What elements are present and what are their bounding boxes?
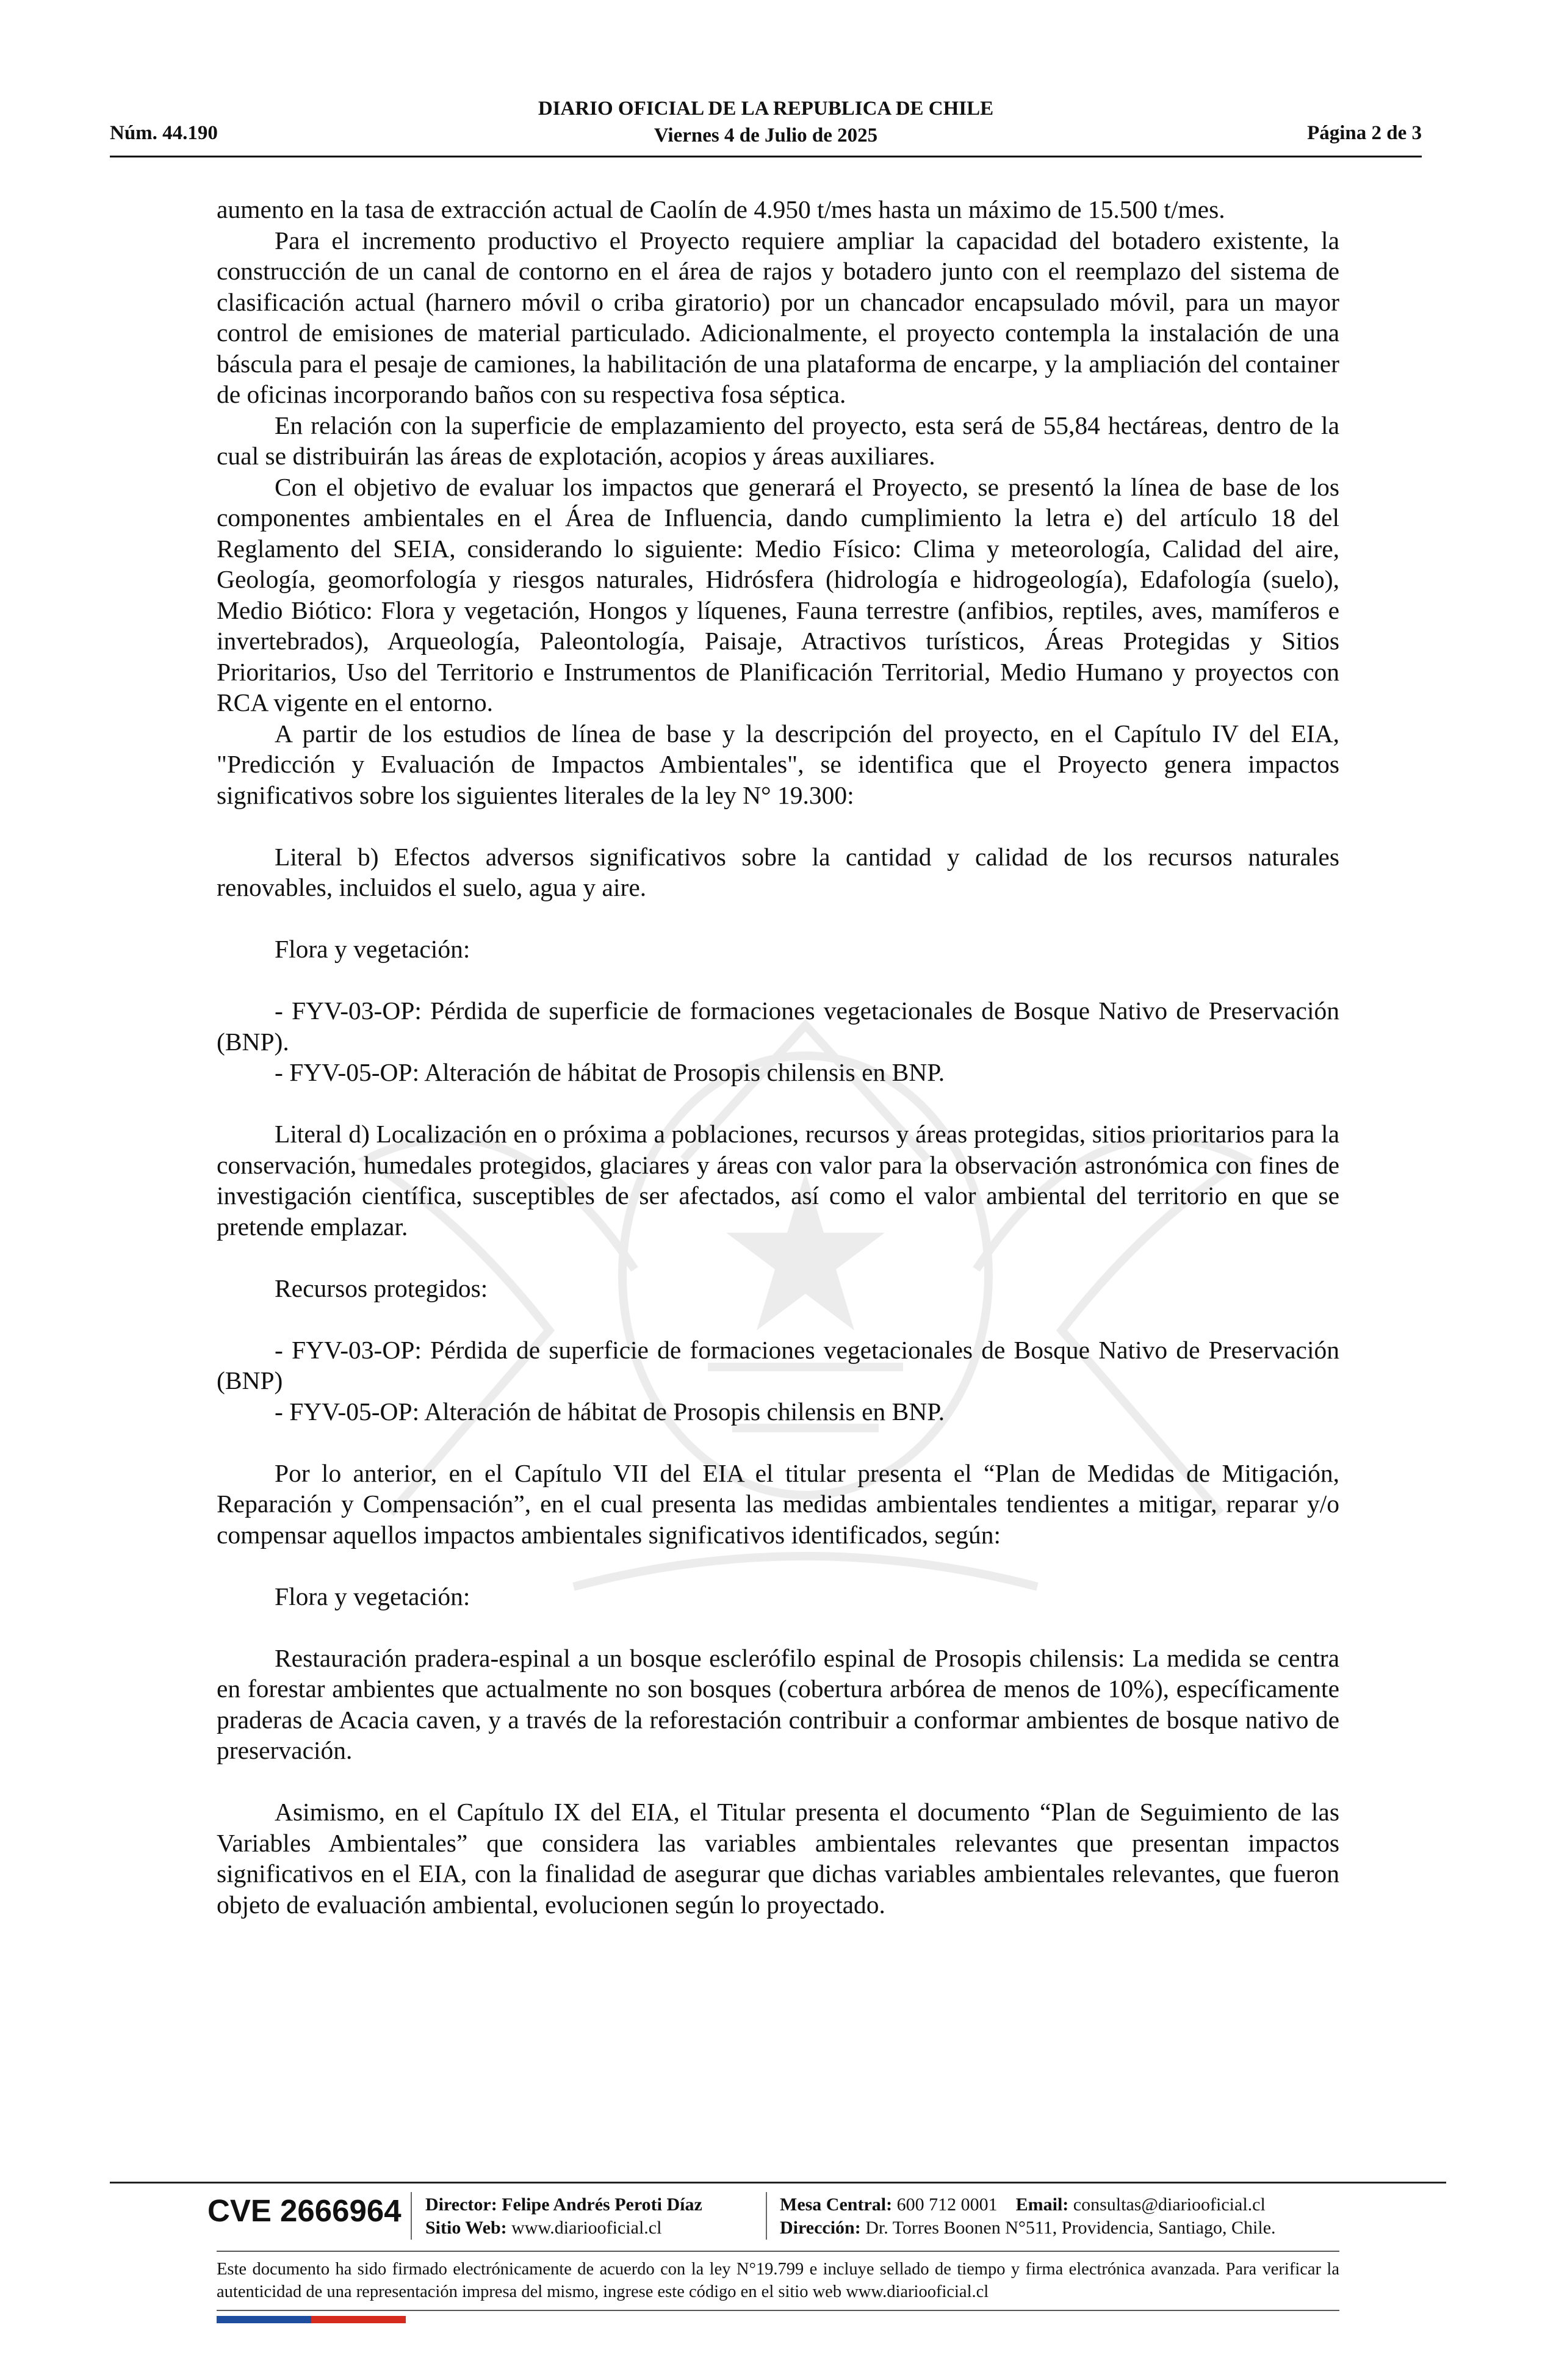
flag-stripe bbox=[217, 2316, 406, 2323]
director-block bbox=[425, 2193, 702, 2240]
footer-separator bbox=[411, 2192, 412, 2240]
newspaper-title: DIARIO OFICIAL DE LA REPUBLICA DE CHILE bbox=[538, 98, 994, 120]
list-item: - FYV-05-OP: Alteración de hábitat de Prosopis chilensis en BNP. bbox=[275, 1397, 945, 1426]
phone-label: Mesa Central: bbox=[780, 2194, 893, 2215]
paragraph: Literal d) Localización en o próxima a poblaciones, recursos y áreas protegidas, sitios prioritarios para la conservación, humedales protegidos, glaciares y áreas con valor para la observación astronómica con fines de investigación científica, susceptibles de ser afectados, así como el valor ambiental del territorio en que se pretende emplazar. bbox=[217, 1120, 1339, 1241]
paragraph: Asimismo, en el Capítulo IX del EIA, el Titular presenta el documento “Plan de Seguimiento de las Variables Ambientales” que considera las variables ambientales relevantes que presentan impactos significativos en el EIA, con la finalidad de asegurar que dichas variables ambientales relevantes, que fueron objeto de evaluación ambiental, evolucionen según lo proyectado. bbox=[217, 1798, 1339, 1919]
list-item: - FYV-03-OP: Pérdida de superficie de formaciones vegetacionales de Bosque Nativo de Preservación (BNP) bbox=[217, 1335, 1339, 1394]
director-label: Director: bbox=[425, 2194, 497, 2215]
header-center bbox=[110, 95, 1422, 149]
website-label: Sitio Web: bbox=[425, 2218, 507, 2238]
email-label: Email: bbox=[1015, 2194, 1069, 2215]
contact-block bbox=[780, 2193, 1276, 2240]
paragraph: Con el objetivo de evaluar los impactos que generará el Proyecto, se presentó la línea de base de los componentes ambientales en el Área de Influencia, dando cumplimiento la letra e) del artículo 18 del Reglamento del SEIA, considerando lo siguiente: Medio Físico: Clima y meteorología, Calidad del aire, Geología, geomorfología y riesgos naturales, Hidrósfera (hidrología e hidrogeología), Edafología (suelo), Medio Biótico: Flora y vegetación, Hongos y líquenes, Fauna terrestre (anfibios, reptiles, aves, mamíferos e invertebrados), Arqueología, Paleontología, Paisaje, Atractivos turísticos, Áreas Protegidas y Sitios Prioritarios, Uso del Territorio e Instrumentos de Planificación Territorial, Medio Humano y proyectos con RCA vigente en el entorno. bbox=[217, 472, 1339, 716]
address-text: Dr. Torres Boonen N°511, Providencia, Santiago, Chile. bbox=[865, 2218, 1276, 2238]
section-label: Flora y vegetación: bbox=[275, 935, 470, 963]
flag-red-band bbox=[311, 2316, 406, 2323]
paragraph: En relación con la superficie de emplazamiento del proyecto, esta será de 55,84 hectáreas, dentro de la cual se distribuirán las áreas de explotación, acopios y áreas auxiliares. bbox=[217, 411, 1339, 470]
issue-number: Núm. 44.190 bbox=[110, 122, 218, 144]
header-divider bbox=[110, 156, 1422, 157]
email-link[interactable]: consultas@diariooficial.cl bbox=[1073, 2194, 1266, 2215]
paragraph: Literal b) Efectos adversos significativos sobre la cantidad y calidad de los recursos naturales renovables, incluidos el suelo, agua y aire. bbox=[217, 842, 1339, 901]
flag-blue-band bbox=[217, 2316, 311, 2323]
legal-notice: Este documento ha sido firmado electrónicamente de acuerdo con la ley N°19.799 e incluye sellado de tiempo y firma electrónica avanzada. Para verificar la autenticidad de una representación impresa del mismo, ingrese este código en el sitio web www.diariooficial.cl bbox=[217, 2260, 1339, 2301]
footer-separator bbox=[766, 2192, 767, 2240]
issue-date: Viernes 4 de Julio de 2025 bbox=[654, 124, 878, 146]
website-link[interactable]: www.diariooficial.cl bbox=[511, 2218, 662, 2238]
footer-divider-bottom bbox=[217, 2310, 1339, 2311]
footer-divider-top bbox=[110, 2182, 1446, 2183]
list-item: - FYV-05-OP: Alteración de hábitat de Prosopis chilensis en BNP. bbox=[275, 1058, 945, 1086]
cve-code: CVE 2666964 bbox=[207, 2193, 402, 2228]
section-label: Recursos protegidos: bbox=[275, 1274, 488, 1302]
list-item: - FYV-03-OP: Pérdida de superficie de formaciones vegetacionales de Bosque Nativo de Preservación (BNP). bbox=[217, 997, 1339, 1056]
page-indicator: Página 2 de 3 bbox=[1307, 122, 1422, 144]
article-body bbox=[217, 194, 1339, 1920]
footer-divider-mid bbox=[217, 2251, 1339, 2252]
phone-number: 600 712 0001 bbox=[896, 2194, 998, 2215]
address-label: Dirección: bbox=[780, 2218, 861, 2238]
paragraph: Restauración pradera-espinal a un bosque esclerófilo espinal de Prosopis chilensis: La medida se centra en forestar ambientes que actualmente no son bosques (cobertura arbórea de menos de 10%), específicamente praderas de Acacia caven, y a través de la reforestación contribuir a conformar ambientes de bosque nativo de preservación. bbox=[217, 1643, 1339, 1764]
section-label: Flora y vegetación: bbox=[275, 1582, 470, 1610]
paragraph: aumento en la tasa de extracción actual de Caolín de 4.950 t/mes hasta un máximo de 15.500 t/mes. bbox=[217, 195, 1225, 223]
paragraph: Para el incremento productivo el Proyecto requiere ampliar la capacidad del botadero existente, la construcción de un canal de contorno en el área de rajos y botadero junto con el reemplazo del sistema de clasificación actual (harnero móvil o criba giratorio) por un chancador encapsulado móvil, para un mayor control de emisiones de material particulado. Adicionalmente, el proyecto contempla la instalación de una báscula para el pesaje de camiones, la habilitación de una plataforma de encarpe, y la ampliación del container de oficinas incorporando baños con su respectiva fosa séptica. bbox=[217, 226, 1339, 408]
paragraph: A partir de los estudios de línea de base y la descripción del proyecto, en el Capítulo IV del EIA, "Predicción y Evaluación de Impactos Ambientales", se identifica que el Proyecto genera impactos significativos sobre los siguientes literales de la ley N° 19.300: bbox=[217, 719, 1339, 809]
paragraph: Por lo anterior, en el Capítulo VII del EIA el titular presenta el “Plan de Medidas de Mitigación, Reparación y Compensación”, en el cual presenta las medidas ambientales tendientes a mitigar, reparar y/o compensar aquellos impactos ambientales significativos identificados, según: bbox=[217, 1459, 1339, 1549]
page-header bbox=[110, 95, 1422, 150]
director-name: Felipe Andrés Peroti Díaz bbox=[502, 2194, 702, 2215]
